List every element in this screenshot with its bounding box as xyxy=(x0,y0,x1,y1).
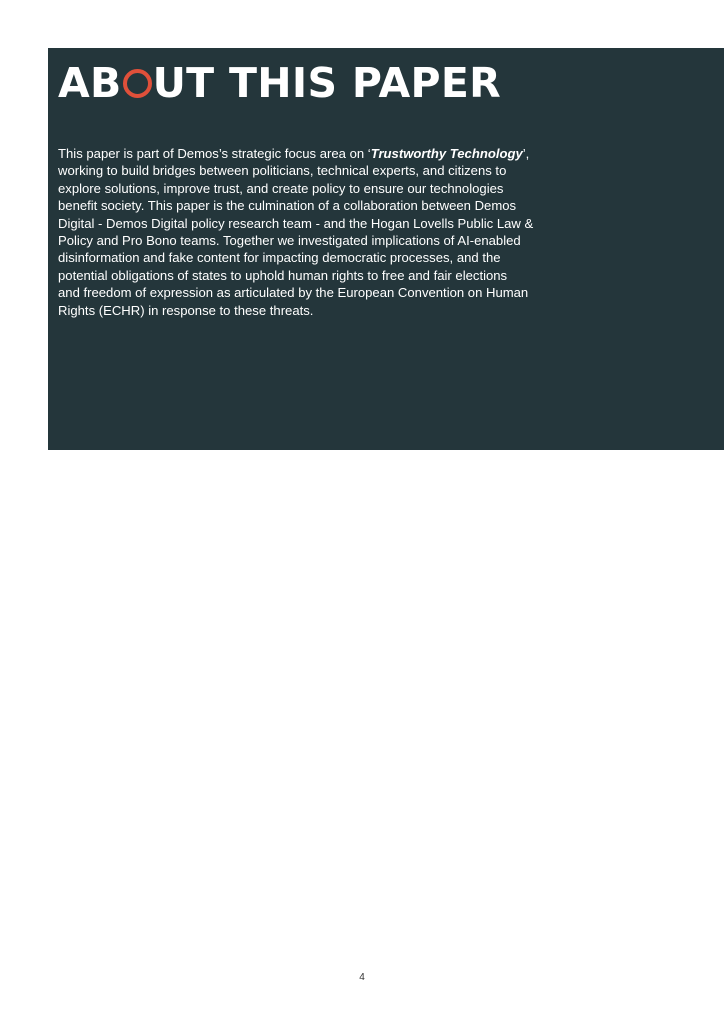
about-paragraph xyxy=(58,145,598,319)
paragraph-line: potential obligations of states to uphold human rights to free and fair elections xyxy=(58,267,508,283)
ring-o-icon xyxy=(123,69,152,98)
paragraph-line: Digital - Demos Digital policy research team - and the Hogan Lovells Public Law & xyxy=(58,215,534,231)
trustworthy-technology-emphasis: Trustworthy Technology xyxy=(370,146,523,161)
paragraph-line: Rights (ECHR) in response to these threats. xyxy=(58,302,314,318)
paragraph-line: and freedom of expression as articulated by the European Convention on Human xyxy=(58,285,529,301)
paragraph-line: benefit society. This paper is the culmination of a collaboration between Demos xyxy=(58,198,517,214)
title-part-1: AB xyxy=(58,59,122,107)
line-text: This paper is part of Demos’s strategic focus area on ‘ xyxy=(58,146,371,161)
paragraph-line: working to build bridges between politicians, technical experts, and citizens to xyxy=(58,163,507,179)
line-text: ’, xyxy=(522,146,530,161)
title-part-2: UT THIS PAPER xyxy=(152,59,502,107)
paragraph-line: disinformation and fake content for impacting democratic processes, and the xyxy=(58,250,501,266)
paragraph-line: explore solutions, improve trust, and create policy to ensure our technologies xyxy=(58,180,504,196)
page-number: 4 xyxy=(359,972,365,983)
paragraph-line: Policy and Pro Bono teams. Together we investigated implications of AI-enabled xyxy=(58,233,521,249)
page-title xyxy=(58,58,501,108)
paragraph-line xyxy=(58,145,598,162)
